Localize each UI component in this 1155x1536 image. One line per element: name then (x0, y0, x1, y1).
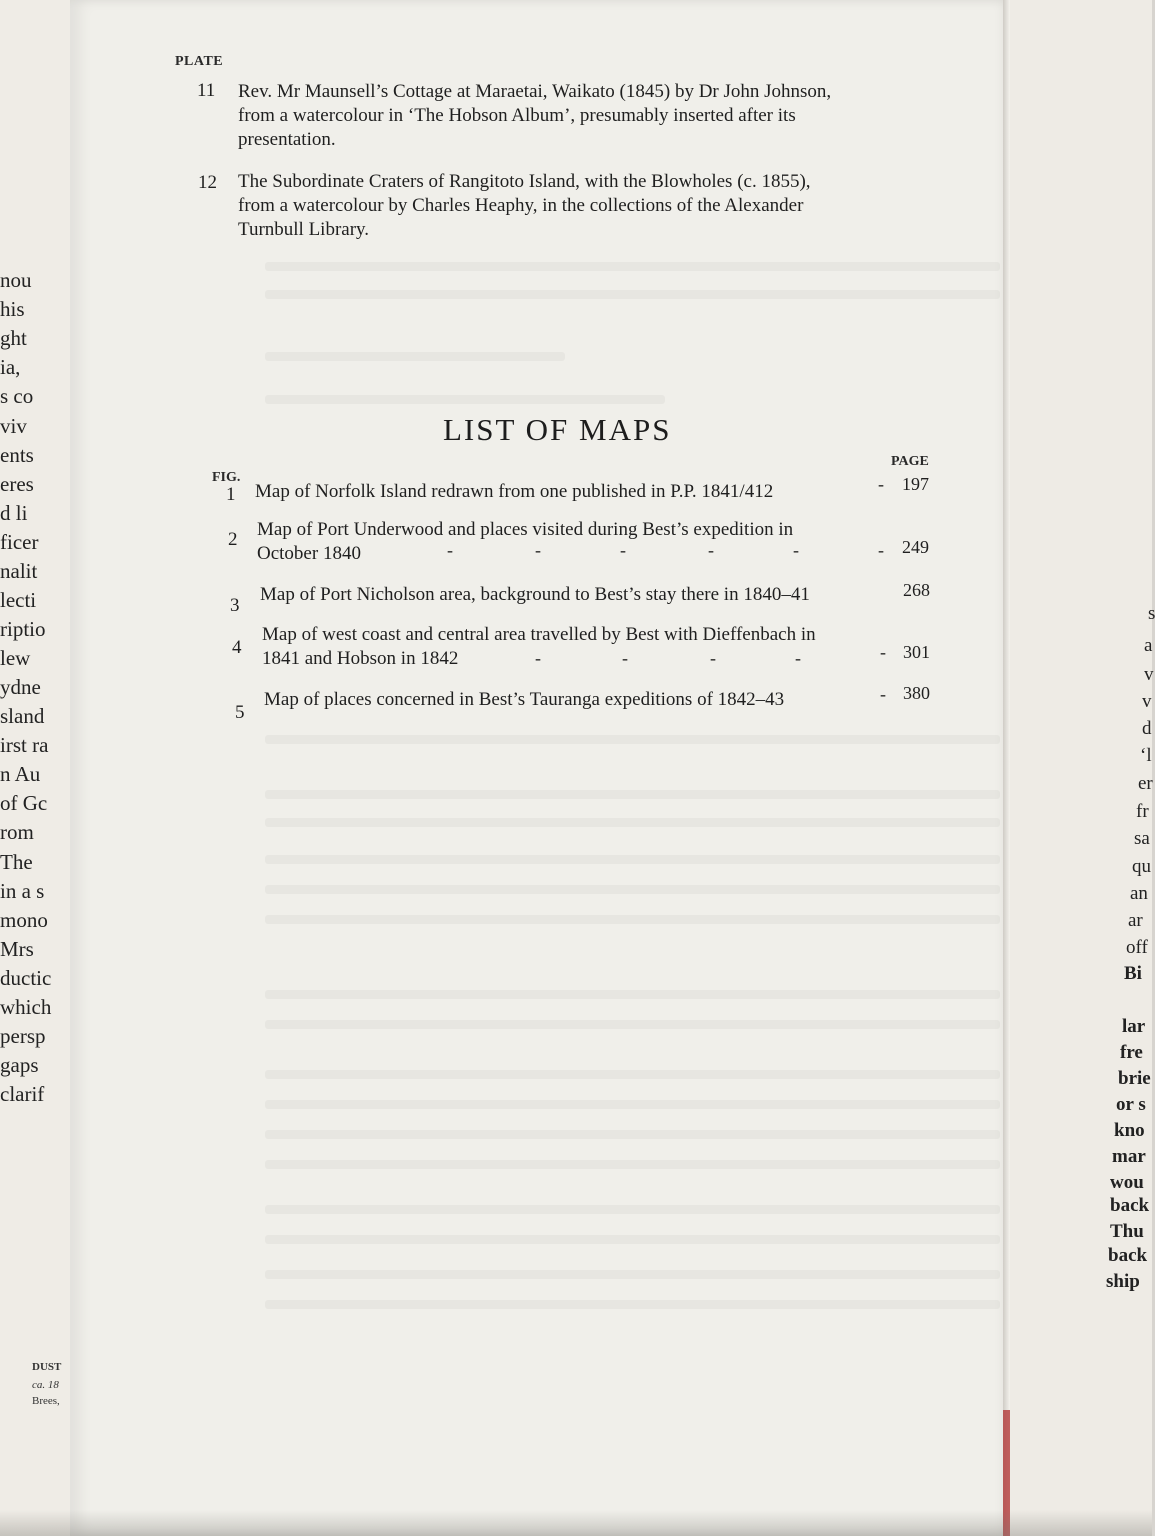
plate-line: The Subordinate Craters of Rangitoto Island, with the Blowholes (c. 1855), (238, 171, 811, 192)
right-fragment: v (1144, 664, 1154, 685)
map-entry: Map of places concerned in Best’s Tauranga expeditions of 1842–43 (264, 689, 785, 710)
left-fragment: irst ra (0, 733, 49, 757)
right-fragment: Thu (1110, 1221, 1144, 1242)
fig-number: 4 (232, 637, 242, 658)
leader-dash: - (535, 648, 541, 668)
left-fragment: ydne (0, 675, 41, 699)
left-fragment: Mrs (0, 937, 34, 961)
right-fragment: back (1108, 1245, 1148, 1266)
right-fragment: kno (1114, 1120, 1145, 1141)
leader-dash: - (878, 540, 884, 560)
right-fragment: sa (1134, 828, 1150, 849)
dust-caption: DUST (32, 1361, 62, 1373)
right-fragment: mar (1112, 1146, 1146, 1167)
right-fragment: lar (1122, 1016, 1146, 1037)
map-line: October 1840 (257, 543, 361, 564)
left-fragment: sland (0, 704, 45, 728)
left-fragment: n Au (0, 762, 41, 786)
left-fragment: riptio (0, 617, 46, 641)
leader-dash: - (620, 540, 626, 560)
plate-number: 11 (197, 80, 216, 101)
leader-dash: - (708, 540, 714, 560)
right-fragment: brie (1118, 1068, 1151, 1089)
leader-dash: - (793, 540, 799, 560)
page-number: 197 (902, 474, 929, 494)
plate-line: Turnbull Library. (238, 219, 370, 240)
leader-dash: - (878, 474, 884, 494)
leader-dash: - (447, 540, 453, 560)
right-fragment: an (1130, 883, 1148, 904)
left-fragment: ficer (0, 530, 39, 554)
section-title: LIST OF MAPS (443, 412, 672, 447)
plate-number: 12 (198, 172, 217, 193)
left-fragment: d li (0, 501, 28, 525)
left-fragment: ents (0, 443, 34, 467)
fig-column-label: FIG. (212, 470, 241, 485)
leader-dash: - (710, 648, 716, 668)
leader-dash: - (795, 648, 801, 668)
left-fragment: lecti (0, 588, 37, 612)
leader-dash: - (880, 642, 886, 662)
left-page-edge (0, 0, 70, 1536)
left-fragment: ductic (0, 966, 52, 990)
left-fragment: which (0, 995, 52, 1019)
right-fragment: Bi (1124, 963, 1142, 984)
right-fragment: d (1142, 718, 1152, 739)
map-line: 1841 and Hobson in 1842 (262, 648, 459, 669)
dust-caption: Brees, (32, 1395, 60, 1407)
right-fragment: a (1144, 635, 1153, 656)
map-line: Map of west coast and central area travelled by Best with Dieffenbach in (262, 624, 816, 645)
left-fragment: viv (0, 414, 27, 438)
plate-entry (238, 170, 930, 242)
leader-dash: - (622, 648, 628, 668)
right-fragment: s (1148, 603, 1155, 624)
plate-entry (238, 80, 930, 152)
left-fragment: lew (0, 646, 31, 670)
right-fragment: v (1142, 691, 1152, 712)
dust-caption: ca. 18 (32, 1379, 59, 1391)
map-entry: Map of Norfolk Island redrawn from one published in P.P. 1841/412 (255, 481, 774, 502)
left-fragment: clarif (0, 1082, 45, 1106)
plate-line: Rev. Mr Maunsell’s Cottage at Maraetai, Waikato (1845) by Dr John Johnson, (238, 81, 832, 102)
leader-dash: - (535, 540, 541, 560)
map-line: Map of Port Underwood and places visited during Best’s expedition in (257, 519, 794, 540)
right-fragment: ‘l (1140, 745, 1152, 766)
right-fragment: fre (1120, 1042, 1143, 1063)
fig-number: 1 (226, 484, 236, 505)
right-fragment: ar (1128, 910, 1143, 931)
page-number: 249 (902, 537, 929, 557)
right-fragment: off (1126, 937, 1148, 958)
left-fragment: in a s (0, 879, 45, 903)
plate-line: from a watercolour in ‘The Hobson Album’, presumably inserted after its (238, 105, 796, 126)
leader-dash: - (880, 684, 886, 704)
left-fragment: gaps (0, 1053, 39, 1077)
left-fragment: his (0, 297, 25, 321)
right-fragment: er (1138, 773, 1153, 794)
left-fragment: ght (0, 326, 27, 350)
right-fragment: wou (1110, 1172, 1144, 1193)
left-fragment: rom (0, 820, 34, 844)
plate-line: presentation. (238, 129, 336, 150)
left-fragment: persp (0, 1024, 46, 1048)
fig-number: 5 (235, 702, 245, 723)
right-page-edge (1010, 0, 1155, 1536)
right-fragment: fr (1136, 801, 1149, 822)
plate-label: PLATE (175, 54, 224, 69)
left-fragment: ia, (0, 355, 21, 379)
left-fragment: eres (0, 472, 34, 496)
right-fragment: or s (1116, 1094, 1146, 1115)
right-fragment: back (1110, 1195, 1150, 1216)
left-fragment: nalit (0, 559, 38, 583)
right-fragment: qu (1132, 856, 1151, 877)
left-fragment: s co (0, 384, 34, 408)
left-fragment: The (0, 850, 33, 874)
map-entry: Map of Port Nicholson area, background to Best’s stay there in 1840–41 (260, 584, 810, 605)
left-fragment: mono (0, 908, 48, 932)
fig-number: 3 (230, 595, 240, 616)
page-number: 268 (903, 580, 930, 600)
page-number: 301 (903, 642, 930, 662)
right-fragment: ship (1106, 1271, 1140, 1292)
left-fragment: of Gc (0, 791, 48, 815)
page-number: 380 (903, 683, 930, 703)
page-column-label: PAGE (891, 454, 929, 469)
bottom-shadow (0, 1510, 1152, 1536)
fig-number: 2 (228, 529, 238, 550)
left-fragment: nou (0, 268, 32, 292)
plate-line: from a watercolour by Charles Heaphy, in the collections of the Alexander (238, 195, 804, 216)
